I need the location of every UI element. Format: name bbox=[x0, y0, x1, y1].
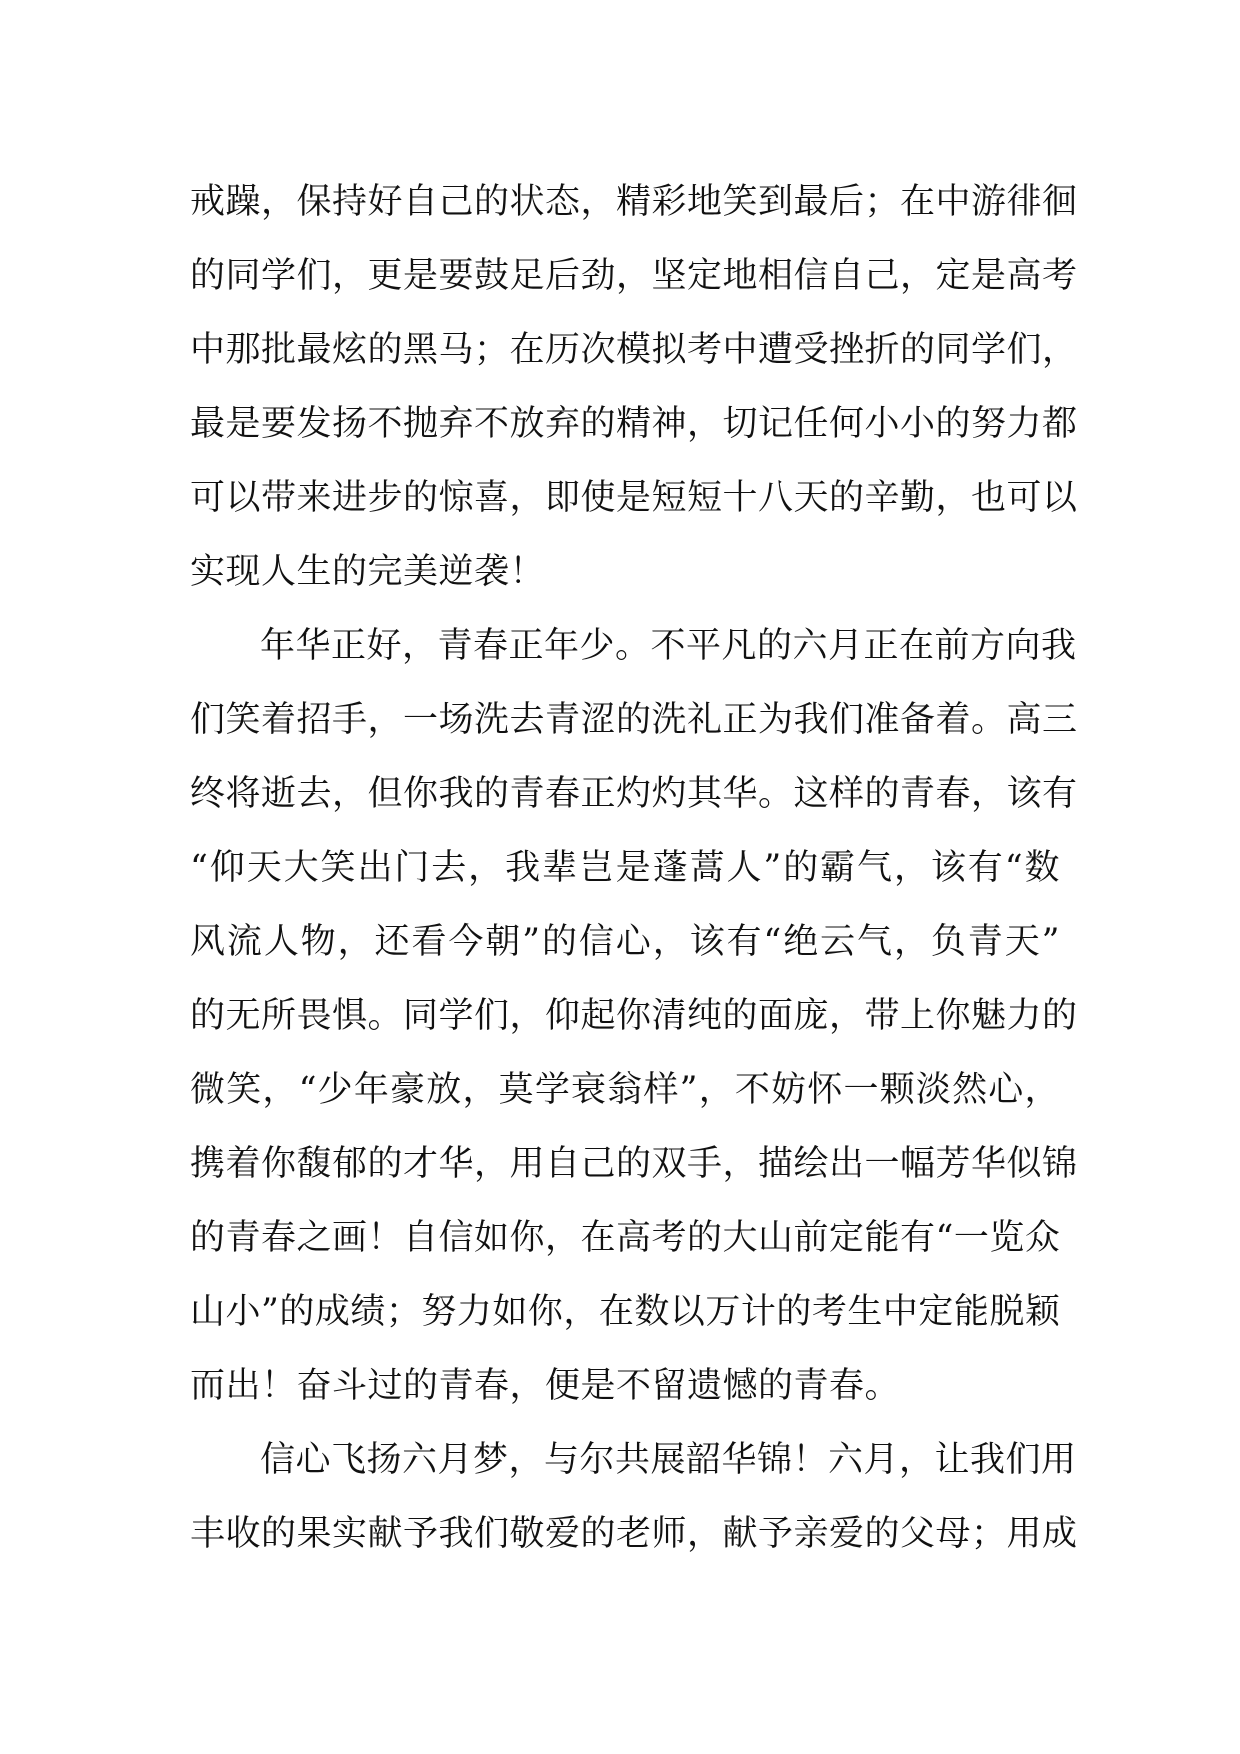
text-line: 中那批最炫的黑马；在历次模拟考中遭受挫折的同学们， bbox=[190, 330, 1078, 370]
text-line: 丰收的果实献予我们敬爱的老师，献予亲爱的父母；用成 bbox=[190, 1514, 1078, 1554]
text-line: 终将逝去，但你我的青春正灼灼其华。这样的青春，该有 bbox=[190, 774, 1078, 814]
text-line: 微笑，“少年豪放，莫学衰翁样”，不妨怀一颗淡然心， bbox=[190, 1070, 1060, 1110]
text-line: 山小”的成绩；努力如你，在数以万计的考生中定能脱颖 bbox=[190, 1292, 1061, 1332]
text-line: 携着你馥郁的才华，用自己的双手，描绘出一幅芳华似锦 bbox=[190, 1144, 1078, 1184]
text-line: “仰天大笑出门去，我辈岂是蓬蒿人”的霸气，该有“数 bbox=[190, 848, 1060, 888]
text-line: 风流人物，还看今朝”的信心，该有“绝云气，负青天” bbox=[190, 922, 1060, 962]
text-line: 们笑着招手，一场洗去青涩的洗礼正为我们准备着。高三 bbox=[190, 700, 1078, 740]
text-line: 戒躁，保持好自己的状态，精彩地笑到最后；在中游徘徊 bbox=[190, 182, 1078, 222]
text-line: 信心飞扬六月梦，与尔共展韶华锦！六月，让我们用 bbox=[260, 1440, 1077, 1480]
text-line: 而出！奋斗过的青春，便是不留遗憾的青春。 bbox=[190, 1366, 901, 1406]
text-line: 的同学们，更是要鼓足后劲，坚定地相信自己，定是高考 bbox=[190, 256, 1078, 296]
text-line: 的无所畏惧。同学们，仰起你清纯的面庞，带上你魅力的 bbox=[190, 996, 1078, 1036]
text-line: 年华正好，青春正年少。不平凡的六月正在前方向我 bbox=[260, 626, 1077, 666]
document-body bbox=[190, 165, 1078, 1571]
text-line: 实现人生的完美逆袭！ bbox=[190, 552, 546, 592]
text-line: 可以带来进步的惊喜，即使是短短十八天的辛勤，也可以 bbox=[190, 478, 1078, 518]
text-line: 的青春之画！自信如你，在高考的大山前定能有“一览众 bbox=[190, 1218, 1061, 1258]
text-line: 最是要发扬不抛弃不放弃的精神，切记任何小小的努力都 bbox=[190, 404, 1078, 444]
